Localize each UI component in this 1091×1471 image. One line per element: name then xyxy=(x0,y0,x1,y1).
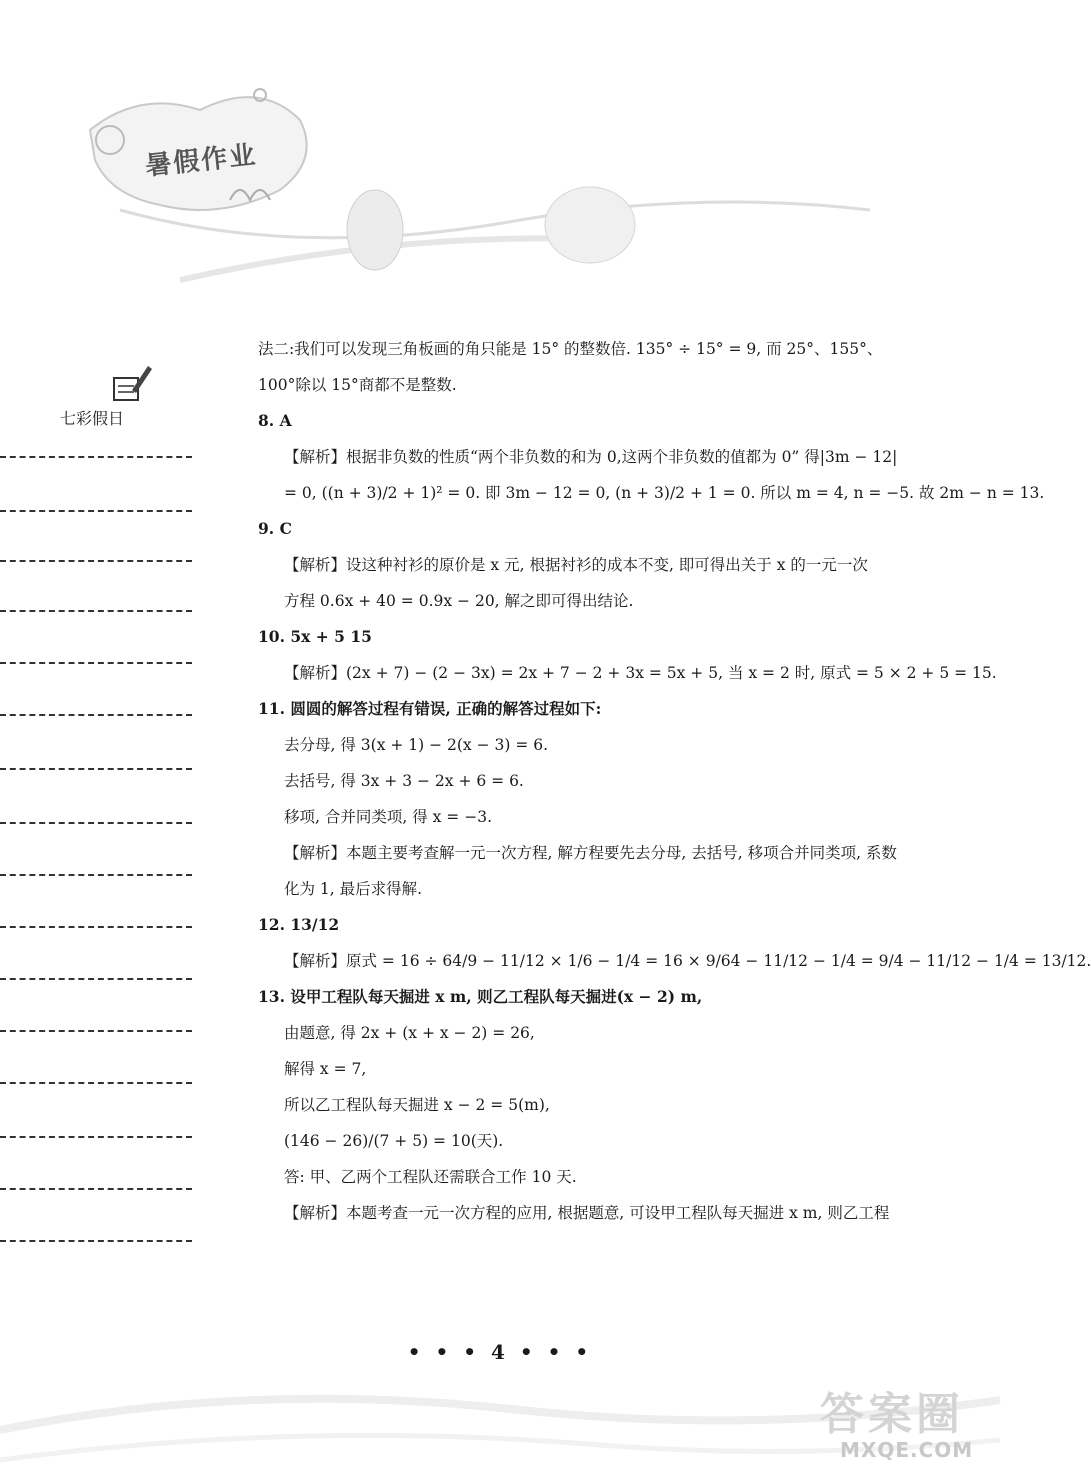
solution-line: 答: 甲、乙两个工程队还需联合工作 10 天. xyxy=(284,1168,577,1186)
answer-13: 13. 设甲工程队每天掘进 x m, 则乙工程队每天掘进(x − 2) m, xyxy=(258,987,703,1006)
solution-line: 由题意, 得 2x + (x + x − 2) = 26, xyxy=(284,1024,535,1042)
text-line: 100°除以 15°商都不是整数. xyxy=(258,376,457,394)
analysis-line: 化为 1, 最后求得解. xyxy=(284,880,423,898)
answer-line xyxy=(0,662,192,664)
answer-line xyxy=(0,560,192,562)
answer-12: 12. 13/12 xyxy=(258,915,340,934)
answer-line xyxy=(0,510,192,512)
answer-line xyxy=(0,1082,192,1084)
answer-line xyxy=(0,978,192,980)
watermark-text: MXQE.COM xyxy=(840,1438,974,1462)
analysis-line: 【解析】设这种衬衫的原价是 x 元, 根据衬衫的成本不变, 即可得出关于 x 的一元一次 xyxy=(284,556,868,574)
answer-line xyxy=(0,456,192,458)
answer-line xyxy=(0,822,192,824)
answer-line xyxy=(0,714,192,716)
answer-line xyxy=(0,610,192,612)
answer-line xyxy=(0,1030,192,1032)
sidebar xyxy=(0,360,195,1260)
answer-9: 9. C xyxy=(258,519,292,538)
analysis-line: = 0, ((n + 3)/2 + 1)² = 0. 即 3m − 12 = 0, (n + 3)/2 + 1 = 0. 所以 m = 4, n = −5. 故 2m − n = 13. xyxy=(284,484,1045,502)
watermark-logo: 答案圈 xyxy=(820,1389,964,1440)
answer-line xyxy=(0,1136,192,1138)
answer-line xyxy=(0,1240,192,1242)
answer-line xyxy=(0,926,192,928)
pencil-notebook-icon xyxy=(108,360,154,406)
solution-line: 所以乙工程队每天掘进 x − 2 = 5(m), xyxy=(284,1096,550,1114)
analysis-line: 【解析】本题考查一元一次方程的应用, 根据题意, 可设甲工程队每天掘进 x m, 则乙工程 xyxy=(284,1204,890,1222)
solution-line: 去分母, 得 3(x + 1) − 2(x − 3) = 6. xyxy=(284,736,549,754)
answer-8: 8. A xyxy=(258,411,292,430)
solution-line: 去括号, 得 3x + 3 − 2x + 6 = 6. xyxy=(284,772,524,790)
answer-line xyxy=(0,874,192,876)
answer-line xyxy=(0,1188,192,1190)
answer-11: 11. 圆圆的解答过程有错误, 正确的解答过程如下: xyxy=(258,699,602,718)
analysis-line: 方程 0.6x + 40 = 0.9x − 20, 解之即可得出结论. xyxy=(284,592,634,610)
solution-line: 移项, 合并同类项, 得 x = −3. xyxy=(284,808,492,826)
sidebar-title: 七彩假日 xyxy=(60,409,125,428)
page-number: • • • 4 • • • xyxy=(407,1340,593,1364)
analysis-line: 【解析】本题主要考查解一元一次方程, 解方程要先去分母, 去括号, 移项合并同类项, 系数 xyxy=(284,844,897,862)
analysis-line: 【解析】根据非负数的性质“两个非负数的和为 0,这两个非负数的值都为 0” 得|3m − 12| xyxy=(284,448,898,466)
banner-title: 暑假作业 xyxy=(144,140,259,182)
analysis-line: 【解析】(2x + 7) − (2 − 3x) = 2x + 7 − 2 + 3x = 5x + 5, 当 x = 2 时, 原式 = 5 × 2 + 5 = 15. xyxy=(284,664,997,682)
answer-10: 10. 5x + 5 15 xyxy=(258,627,372,646)
text-line: 法二:我们可以发现三角板画的角只能是 15° 的整数倍. 135° ÷ 15° = 9, 而 25°、155°、 xyxy=(258,340,883,358)
answer-content xyxy=(258,331,1091,1231)
analysis-line: 【解析】原式 = 16 ÷ 64/9 − 11/12 × 1/6 − 1/4 = 16 × 9/64 − 11/12 − 1/4 = 9/4 − 11/12 − 1/4 = 13/12. xyxy=(284,952,1091,970)
solution-line: (146 − 26)/(7 + 5) = 10(天). xyxy=(284,1132,504,1150)
solution-line: 解得 x = 7, xyxy=(284,1060,367,1078)
answer-line xyxy=(0,768,192,770)
